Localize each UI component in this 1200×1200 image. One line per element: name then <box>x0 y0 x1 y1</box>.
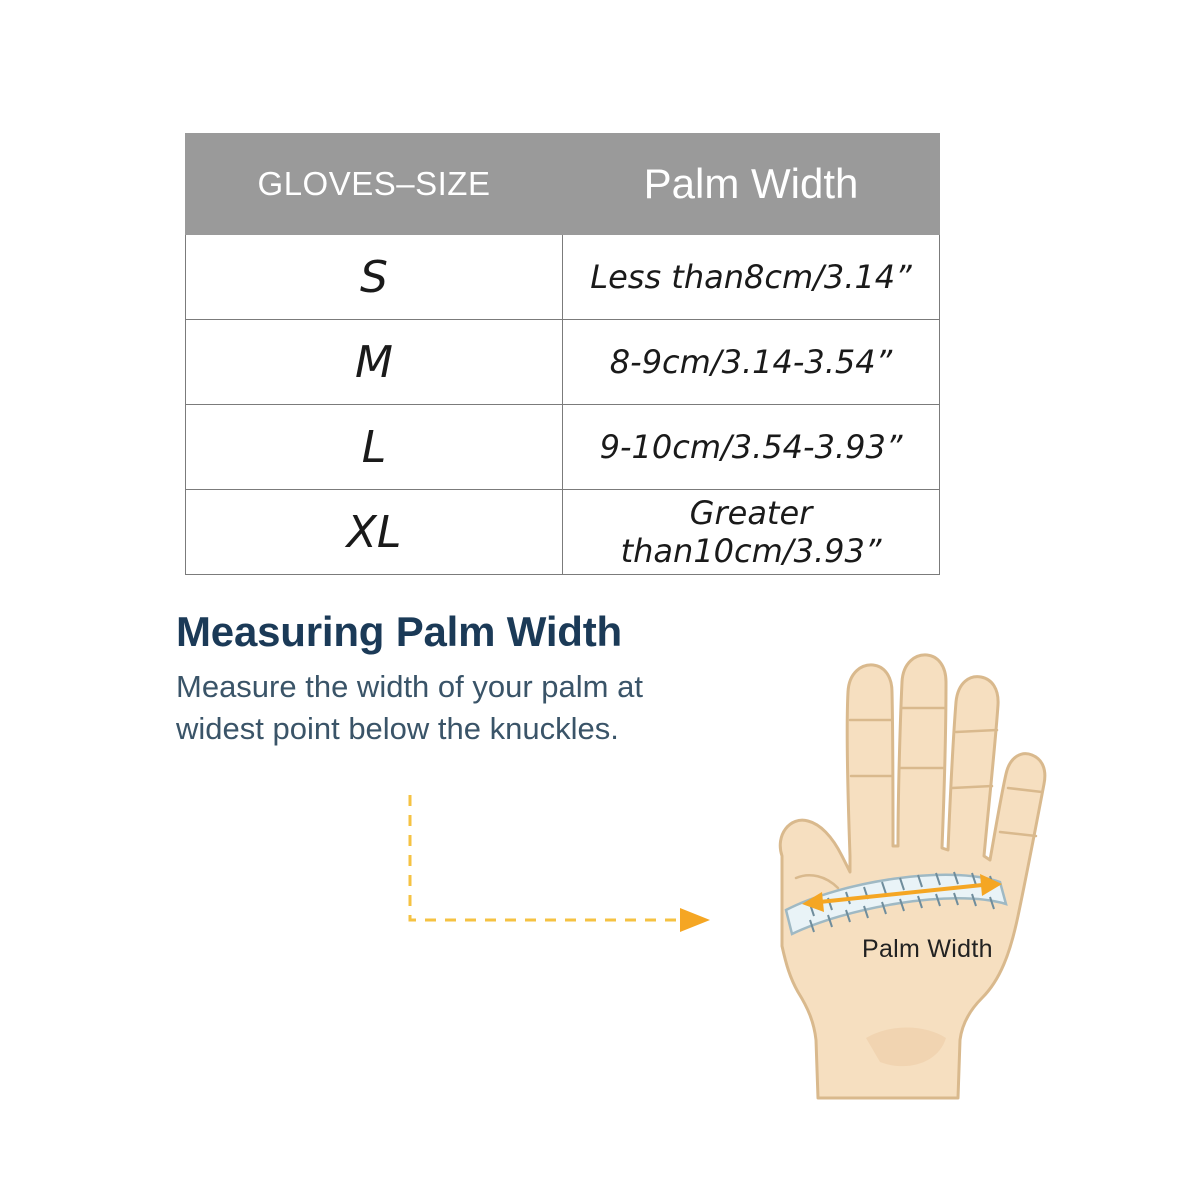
column-header-gloves-size: GLOVES–SIZE <box>186 134 563 235</box>
palm-width-value: Greater than10cm/3.93” <box>563 490 940 575</box>
size-value: M <box>186 320 563 405</box>
palm-width-value: 8-9cm/3.14-3.54” <box>563 320 940 405</box>
size-value: L <box>186 405 563 490</box>
table-row <box>186 235 940 320</box>
table-row <box>186 320 940 405</box>
measuring-title: Measuring Palm Width <box>176 608 623 655</box>
hand-illustration <box>670 620 1090 1120</box>
table-header-row <box>186 134 940 235</box>
size-value: XL <box>186 490 563 575</box>
column-header-palm-width: Palm Width <box>563 134 940 235</box>
glove-size-table <box>185 133 940 575</box>
measuring-description: Measure the width of your palm at widest point below the knuckles. <box>176 669 643 746</box>
size-value: S <box>186 235 563 320</box>
table-row <box>186 405 940 490</box>
palm-width-caption: Palm Width <box>862 935 993 963</box>
hand-svg <box>670 620 1090 1120</box>
palm-width-value: Less than8cm/3.14” <box>563 235 940 320</box>
table-row <box>186 490 940 575</box>
palm-width-value: 9-10cm/3.54-3.93” <box>563 405 940 490</box>
